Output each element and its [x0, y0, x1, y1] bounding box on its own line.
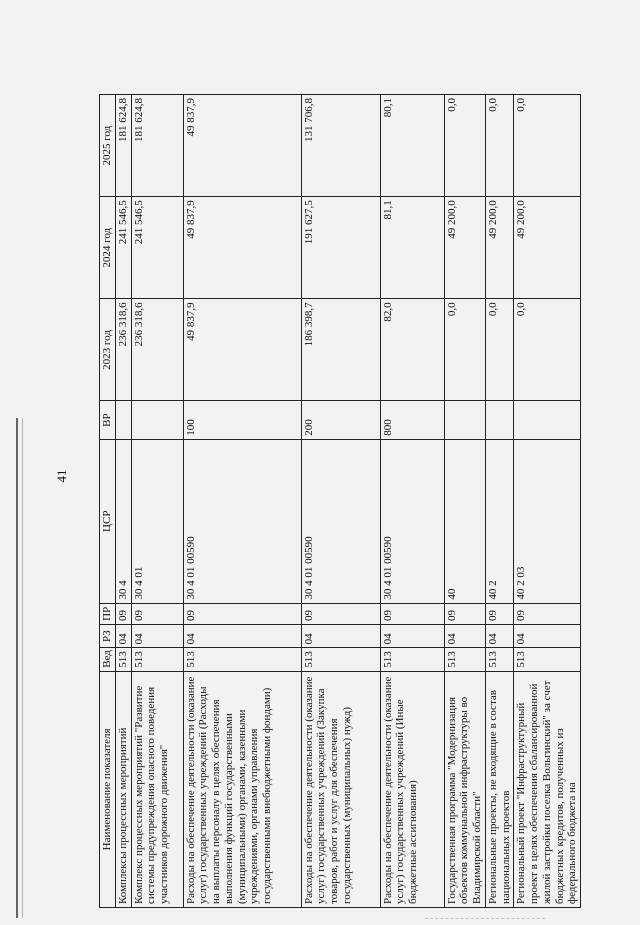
row-2025: 80,1 — [380, 95, 444, 197]
row-pr: 09 — [183, 603, 301, 624]
row-vr: 100 — [183, 401, 301, 439]
row-name: Региональный проект "Инфраструктурный проект в целях обеспечения сбалансированной жилой застройки поселка Вольгинский" за счет бюджетных кредитов, полученных из федерального бюджета на — [514, 671, 581, 907]
row-vr: 800 — [380, 401, 444, 439]
row-vr: 200 — [301, 401, 380, 439]
row-2025: 0,0 — [485, 95, 514, 197]
table-row — [485, 95, 514, 908]
row-pr: 09 — [380, 603, 444, 624]
budget-table — [99, 94, 581, 908]
row-name: Расходы на обеспечение деятельности (оказание услуг) государственных учреждений (Иные бюджетные ассигнования) — [380, 671, 444, 907]
table-row — [514, 95, 581, 908]
row-2023: 0,0 — [514, 299, 581, 401]
row-rz: 04 — [485, 624, 514, 647]
row-csr: 30 4 01 00590 — [301, 439, 380, 603]
header-rz: РЗ — [100, 624, 116, 647]
row-2023: 82,0 — [380, 299, 444, 401]
page-number: 41 — [54, 469, 69, 483]
row-csr: 40 — [444, 439, 485, 603]
header-name: Наименование показателя — [100, 671, 116, 907]
row-vr — [485, 401, 514, 439]
row-rz: 04 — [380, 624, 444, 647]
row-pr: 09 — [514, 603, 581, 624]
row-rz: 04 — [444, 624, 485, 647]
row-rz: 04 — [115, 624, 131, 647]
row-name: Расходы на обеспечение деятельности (оказание услуг) государственных учреждений (Закупка товаров, работ и услуг для обеспечения государственных (муниципальных) нужд) — [301, 671, 380, 907]
row-2025: 181 624,8 — [115, 95, 131, 197]
header-2025: 2025 год — [100, 95, 116, 197]
row-2023: 236 318,6 — [115, 299, 131, 401]
row-pr: 09 — [485, 603, 514, 624]
table-row — [380, 95, 444, 908]
row-2024: 81,1 — [380, 197, 444, 299]
row-name: Комплекс процессных мероприятий "Развитие системы предупреждения опасного поведения участников дорожного движения" — [131, 671, 183, 907]
row-ved: 513 — [514, 648, 581, 671]
header-vr: ВР — [100, 401, 116, 439]
row-vr — [131, 401, 183, 439]
row-2023: 236 318,6 — [131, 299, 183, 401]
row-csr: 30 4 01 — [131, 439, 183, 603]
row-2024: 241 546,5 — [115, 197, 131, 299]
row-2024: 49 200,0 — [514, 197, 581, 299]
row-pr: 09 — [444, 603, 485, 624]
row-ved: 513 — [485, 648, 514, 671]
row-ved: 513 — [301, 648, 380, 671]
row-2025: 0,0 — [514, 95, 581, 197]
row-pr: 09 — [301, 603, 380, 624]
binding-line — [16, 418, 18, 918]
table-row — [183, 95, 301, 908]
row-vr — [514, 401, 581, 439]
row-ved: 513 — [131, 648, 183, 671]
row-rz: 04 — [183, 624, 301, 647]
row-rz: 04 — [514, 624, 581, 647]
row-2023: 49 837,9 — [183, 299, 301, 401]
table-row — [115, 95, 131, 908]
row-2024: 49 200,0 — [444, 197, 485, 299]
row-csr: 40 2 — [485, 439, 514, 603]
row-name: Комплексы процессных мероприятий — [115, 671, 131, 907]
row-csr: 30 4 — [115, 439, 131, 603]
row-name: Государственная программа "Модернизация объектов коммунальной инфраструктуры во Владимирской области" — [444, 671, 485, 907]
table-header-row — [100, 95, 116, 908]
bottom-scan-mark — [425, 918, 545, 925]
header-csr: ЦСР — [100, 439, 116, 603]
row-pr: 09 — [115, 603, 131, 624]
row-2025: 49 837,9 — [183, 95, 301, 197]
row-ved: 513 — [380, 648, 444, 671]
rotated-budget-table — [99, 94, 579, 908]
row-2024: 191 627,5 — [301, 197, 380, 299]
row-name: Региональные проекты, не входящие в состав национальных проектов — [485, 671, 514, 907]
row-ved: 513 — [115, 648, 131, 671]
table-row — [301, 95, 380, 908]
row-csr: 40 2 03 — [514, 439, 581, 603]
header-2023: 2023 год — [100, 299, 116, 401]
header-ved: Вед — [100, 648, 116, 671]
row-rz: 04 — [301, 624, 380, 647]
row-pr: 09 — [131, 603, 183, 624]
row-rz: 04 — [131, 624, 183, 647]
row-ved: 513 — [444, 648, 485, 671]
row-2023: 0,0 — [485, 299, 514, 401]
row-vr — [115, 401, 131, 439]
table-row — [444, 95, 485, 908]
header-2024: 2024 год — [100, 197, 116, 299]
row-name: Расходы на обеспечение деятельности (оказание услуг) государственных учреждений (Расходы на выплаты персоналу в целях обеспечения выполнения функций государственными (муниципальными) органами, казенными учреждениями, органами управления государственными внебюджетными фондами) — [183, 671, 301, 907]
row-2024: 49 200,0 — [485, 197, 514, 299]
header-pr: ПР — [100, 603, 116, 624]
row-2024: 49 837,9 — [183, 197, 301, 299]
row-csr: 30 4 01 00590 — [183, 439, 301, 603]
row-2023: 0,0 — [444, 299, 485, 401]
row-2025: 0,0 — [444, 95, 485, 197]
row-vr — [444, 401, 485, 439]
row-2023: 186 398,7 — [301, 299, 380, 401]
binding-line-secondary — [22, 418, 23, 918]
table-row — [131, 95, 183, 908]
row-2024: 241 546,5 — [131, 197, 183, 299]
row-csr: 30 4 01 00590 — [380, 439, 444, 603]
row-ved: 513 — [183, 648, 301, 671]
row-2025: 131 706,8 — [301, 95, 380, 197]
row-2025: 181 624,8 — [131, 95, 183, 197]
